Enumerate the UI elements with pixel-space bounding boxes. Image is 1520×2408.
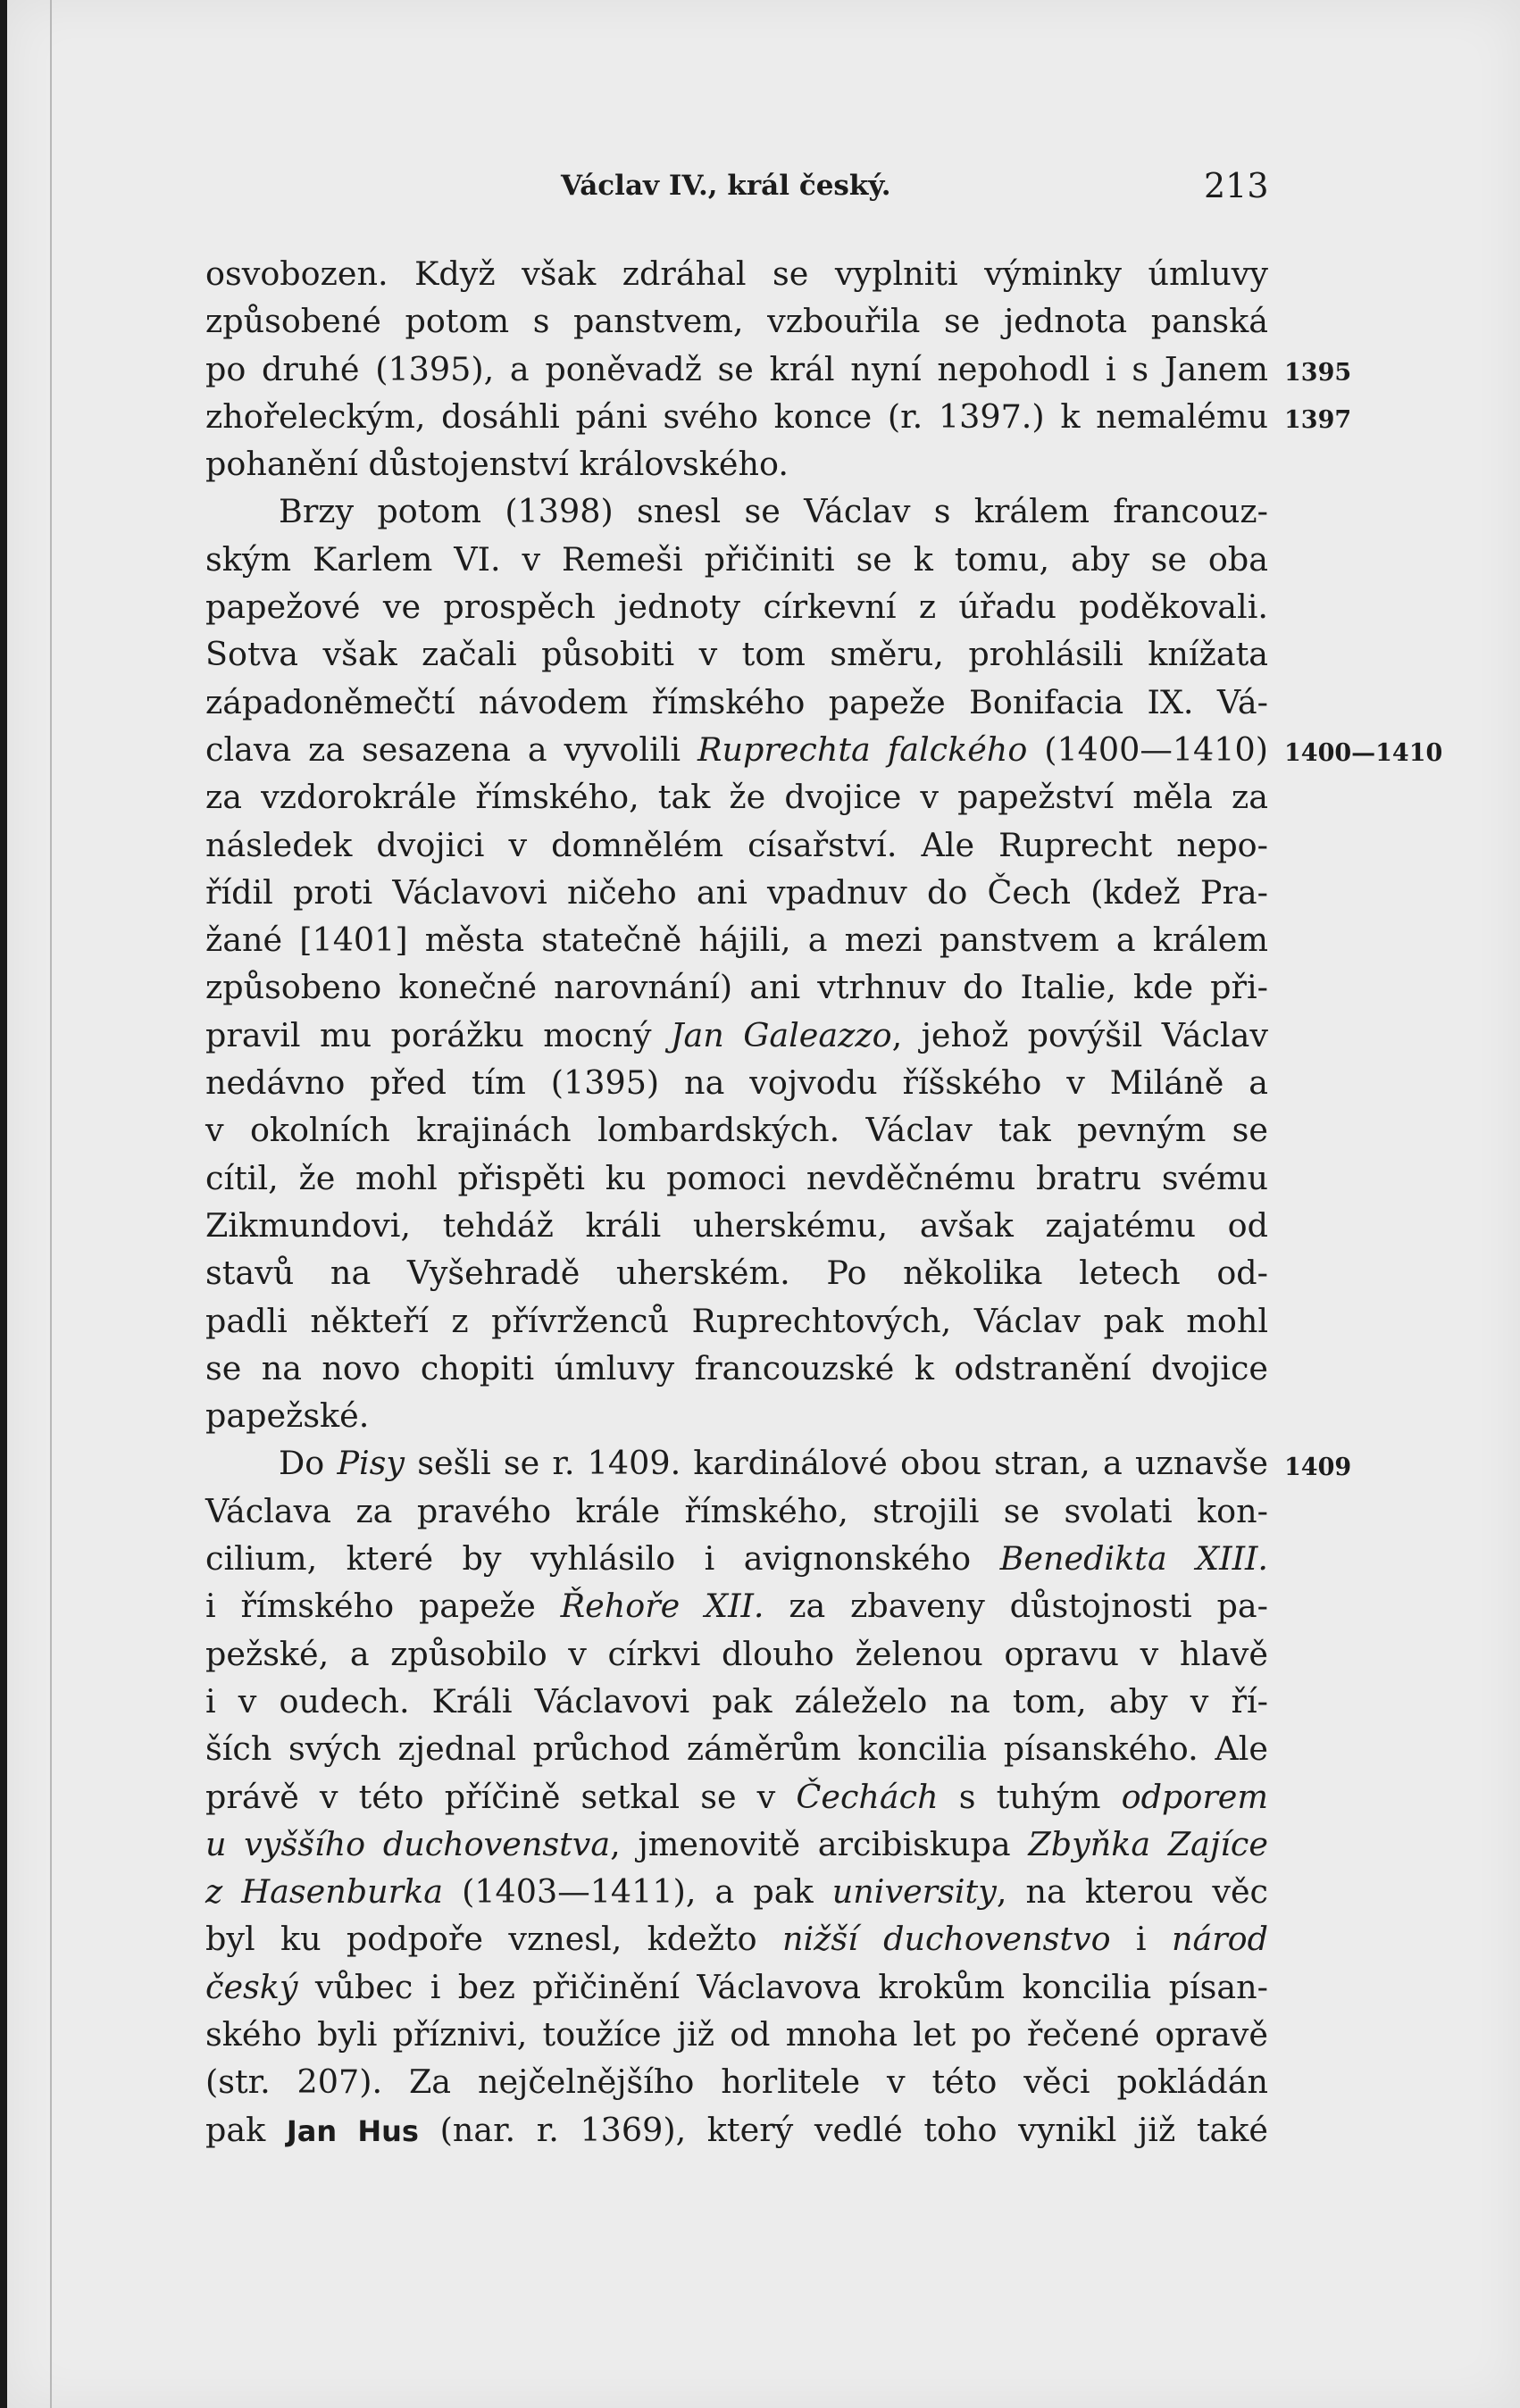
text-line: způsobené potom s panstvem, vzbouřila se jednota panská: [205, 302, 1268, 341]
text-line: padli někteří z přívrženců Ruprechtových, Václav pak mohl: [205, 1301, 1268, 1340]
emphasis: český: [205, 1967, 298, 2006]
text-line: clava za sesazena a vyvolili Ruprechta falckého (1400—1410): [205, 729, 1268, 769]
emphasis: u vyššího duchovenstva: [205, 1824, 611, 1863]
emphasis: z Hasenburka: [205, 1872, 443, 1912]
text-line: v okolních krajinách lombardských. Václav tak pevným se: [205, 1111, 1268, 1150]
emphasis: Řehoře XII.: [560, 1587, 764, 1626]
emphasis: nižší duchovenstvo: [781, 1920, 1111, 1959]
text-line: cítil, že mohl přispěti ku pomoci nevděčnému bratru svému: [205, 1158, 1268, 1197]
margin-note-year: 1397: [1284, 406, 1352, 434]
text-line: po druhé (1395), a poněvadž se král nyní nepohodl i s Janem: [205, 349, 1268, 388]
text-line: za vzdorokrále římského, tak že dvojice v papežství měla za: [205, 778, 1268, 817]
emphasis: Pisy: [337, 1444, 405, 1483]
book-page: [7, 0, 1520, 2408]
text-line: pravil mu porážku mocný Jan Galeazzo, jehož povýšil Václav: [205, 1015, 1268, 1054]
text-line: Do Pisy sešli se r. 1409. kardinálové obou stran, a uznavše: [279, 1444, 1268, 1483]
text-line: cilium, které by vyhlásilo i avignonského Benedikta XIII.: [205, 1539, 1269, 1579]
text-line: i v oudech. Králi Václavovi pak záleželo na tom, aby v ří-: [205, 1681, 1268, 1721]
text-line: český vůbec i bez přičinění Václavova krokům koncilia písan-: [205, 1967, 1268, 2006]
margin-notes: [7, 250, 1520, 2304]
running-header: [7, 166, 1520, 223]
emphasis: odporem: [1121, 1777, 1268, 1816]
margin-note-year: 1409: [1284, 1454, 1352, 1481]
emphasis: university: [831, 1872, 997, 1912]
text-line: Sotva však začali působiti v tom směru, prohlásili knížata: [205, 635, 1268, 674]
text-line: papežové ve prospěch jednoty církevní z úřadu poděkovali.: [205, 587, 1268, 627]
text-line: se na novo chopiti úmluvy francouzské k odstranění dvojice: [205, 1348, 1268, 1387]
margin-note-year: 1400—1410: [1284, 739, 1443, 767]
emphasis: Čechách: [796, 1777, 939, 1816]
text-line: (str. 207). Za nejčelnějšího horlitele v této věci pokládán: [205, 2062, 1268, 2102]
text-line: stavů na Vyšehradě uherském. Po několika letech od-: [205, 1254, 1268, 1293]
text-line: ších svých zjednal průchod záměrům koncilia písanského. Ale: [205, 1729, 1268, 1769]
text-line: způsobeno konečné narovnání) ani vtrhnuv do Italie, kde při-: [205, 968, 1268, 1007]
emphasis: Jan Galeazzo: [670, 1015, 892, 1054]
header-title: Václav IV., král český.: [561, 170, 891, 202]
text-line: papežské.: [205, 1396, 370, 1436]
text-line: řídil proti Václavovi ničeho ani vpadnuv do Čech (kdež Pra-: [205, 872, 1268, 912]
text-line: Václava za pravého krále římského, strojili se svolati kon-: [205, 1491, 1268, 1530]
emphasis: Benedikta XIII.: [999, 1539, 1269, 1579]
emphasis: Ruprechta falckého: [697, 729, 1028, 769]
text-line: Zikmundovi, tehdáž králi uherskému, avšak zajatému od: [205, 1205, 1268, 1245]
emphasis: národ: [1171, 1920, 1268, 1959]
text-line: z Hasenburka (1403—1411), a pak university, na kterou věc: [205, 1872, 1268, 1912]
text-line: pežské, a způsobilo v církvi dlouho želenou opravu v hlavě: [205, 1634, 1268, 1673]
text-line: nedávno před tím (1395) na vojvodu říšského v Miláně a: [205, 1063, 1268, 1103]
text-line: ského byli příznivi, toužíce již od mnoha let po řečené opravě: [205, 2014, 1268, 2054]
text-line: byl ku podpoře vznesl, kdežto nižší duchovenstvo i národ: [205, 1920, 1268, 1959]
emphasis-bold: Jan Hus: [286, 2113, 419, 2148]
text-line: pak Jan Hus (nar. r. 1369), který vedlé toho vynikl již také: [205, 2110, 1268, 2149]
margin-note-year: 1395: [1284, 359, 1352, 387]
text-line: pohanění důstojenství královského.: [205, 445, 789, 484]
text-line: následek dvojici v domnělém císařství. Ale Ruprecht nepo-: [205, 825, 1268, 864]
text-line: Brzy potom (1398) snesl se Václav s králem francouz-: [279, 492, 1268, 531]
page-number: 213: [1204, 166, 1269, 205]
text-line: západoněmečtí návodem římského papeže Bonifacia IX. Vá-: [205, 682, 1268, 721]
text-line: osvobozen. Když však zdráhal se vyplniti výminky úmluvy: [205, 254, 1268, 293]
text-line: u vyššího duchovenstva, jmenovitě arcibiskupa Zbyňka Zajíce: [205, 1824, 1268, 1863]
text-line: zhořeleckým, dosáhli páni svého konce (r. 1397.) k nemalému: [205, 396, 1268, 436]
text-line: i římského papeže Řehoře XII. za zbaveny důstojnosti pa-: [205, 1587, 1268, 1626]
emphasis: Zbyňka Zajíce: [1028, 1824, 1268, 1863]
text-line: ským Karlem VI. v Remeši přičiniti se k tomu, aby se oba: [205, 539, 1268, 579]
text-line: právě v této příčině setkal se v Čechách s tuhým odporem: [205, 1777, 1268, 1816]
text-line: žané [1401] města statečně hájili, a mezi panstvem a králem: [205, 921, 1268, 960]
